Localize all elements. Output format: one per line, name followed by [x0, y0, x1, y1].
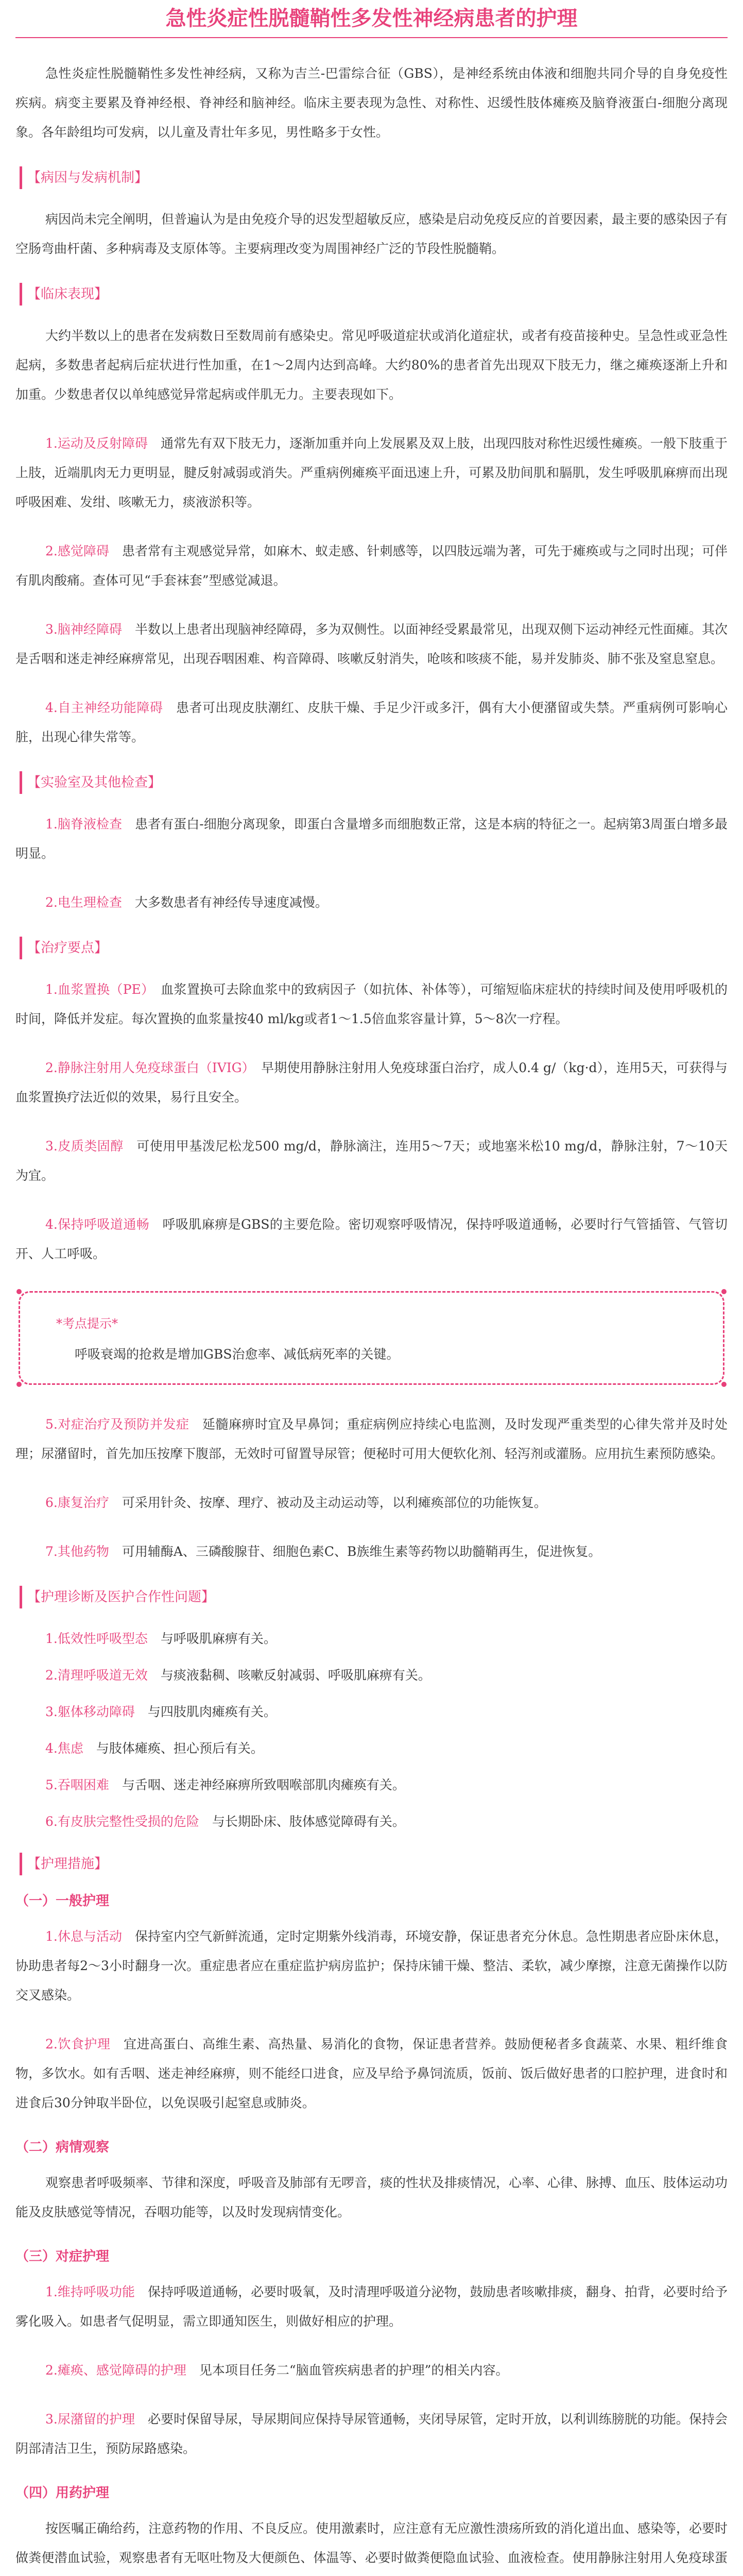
general-care-title: （一）一般护理 — [15, 1893, 110, 1909]
list-item-text: 可用辅酶A、三磷酸腺苷、细胞色素C、B族维生素等药物以助髓鞘再生，促进恢复。 — [122, 1544, 601, 1559]
observation-paragraph: 观察患者呼吸频率、节律和深度，呼吸音及肺部有无啰音，痰的性状及排痰情况，心率、心律、脉搏、血压、肢体运动功能及皮肤感觉等情况，吞咽功能等，以及时发现病情变化。 — [15, 2175, 728, 2219]
treatment-list — [15, 975, 728, 1268]
list-item-heading: 1.低效性呼吸型态 — [45, 1631, 148, 1646]
list-item-text: 见本项目任务二“脑血管疾病患者的护理”的相关内容。 — [199, 2363, 509, 2378]
diagnosis-list — [15, 1624, 728, 1836]
list-item — [15, 1660, 728, 1690]
section-lab-heading: 【实验室及其他检查】 — [20, 771, 213, 794]
list-item — [15, 1537, 728, 1566]
symptom-care-list — [15, 2277, 728, 2463]
symptom-care-title: （三）对症护理 — [15, 2249, 110, 2264]
list-item-text: 延髓麻痹时宜及早鼻饲；重症病例应持续心电监测，及时发现严重类型的心律失常并及时处理；尿潴留时，首先加压按摩下腹部，无效时可留置导尿管；便秘时可用大便软化剂、轻泻剂或灌肠。应用抗生素预防感染。 — [15, 1417, 728, 1461]
list-item — [15, 1770, 728, 1800]
list-item — [15, 429, 728, 517]
list-item-heading: 1.脑脊液检查 — [45, 817, 123, 832]
list-item — [15, 1410, 728, 1468]
list-item-text: 必要时保留导尿，导尿期间应保持导尿管通畅，夹闭导尿管，定时开放，以利训练膀胱的功能。保持会阴部清洁卫生，预防尿路感染。 — [15, 2412, 728, 2456]
list-item-text: 与长期卧床、肢体感觉障碍有关。 — [212, 1814, 405, 1829]
list-item-heading: 2.清理呼吸道无效 — [45, 1668, 148, 1683]
tip-label: *考点提示* — [56, 1316, 118, 1331]
list-item-text: 呼吸肌麻痹是GBS的主要危险。密切观察呼吸情况，保持呼吸道通畅，必要时行气管插管、气管切开、人工呼吸。 — [15, 1217, 728, 1261]
list-item-text: 早期使用静脉注射用人免疫球蛋白治疗，成人0.4 g/（kg·d），连用5天，可获得与血浆置换疗法近似的效果，易行且安全。 — [15, 1060, 728, 1105]
list-item-heading: 4.焦虑 — [45, 1741, 83, 1756]
list-item — [15, 809, 728, 868]
list-item — [15, 1697, 728, 1726]
general-care-list — [15, 1922, 728, 2117]
list-item-heading: 4.保持呼吸道通畅 — [45, 1217, 150, 1232]
tip-box-corner-dot — [16, 1382, 22, 1387]
list-item-heading: 2.饮食护理 — [45, 2037, 111, 2052]
drug-care-paragraph: 按医嘱正确给药，注意药物的作用、不良反应。使用激素时，应注意有无应激性溃疡所致的消化道出血、感染等，必要时做粪便潜血试验，观察患者有无呕吐物及大便颜色、体温等、必要时做粪便隐血试验、血液检查。使用静脉注射用人免疫球蛋 — [15, 2521, 728, 2565]
list-item — [15, 1624, 728, 1653]
list-item-heading: 4.自主神经功能障碍 — [45, 700, 163, 715]
list-item-heading: 1.休息与活动 — [45, 1929, 122, 1944]
list-item-heading: 2.静脉注射用人免疫球蛋白（IVIG） — [45, 1060, 249, 1075]
list-item-text: 与舌咽、迷走神经麻痹所致咽喉部肌肉瘫痪有关。 — [122, 1777, 405, 1792]
tip-box-corner-dot — [721, 1289, 727, 1294]
list-item-heading: 2.瘫痪、感觉障碍的护理 — [45, 2363, 186, 2378]
list-item-text: 保持呼吸道通畅，必要时吸氧，及时清理呼吸道分泌物，鼓励患者咳嗽排痰，翻身、拍背，必要时给予雾化吸入。如患者气促明显，需立即通知医生，则做好相应的护理。 — [15, 2284, 728, 2329]
list-item-text: 患者可出现皮肤潮红、皮肤干燥、手足少汗或多汗，偶有大小便潴留或失禁。严重病例可影响心脏，出现心律失常等。 — [15, 700, 728, 744]
list-item — [15, 1734, 728, 1763]
list-item — [15, 888, 728, 917]
section-treatment-heading: 【治疗要点】 — [20, 937, 213, 959]
intro-paragraph: 急性炎症性脱髓鞘性多发性神经病，又称为吉兰-巴雷综合征（GBS），是神经系统由体液和细胞共同介导的自身免疫性疾病。病变主要累及脊神经根、脊神经和脑神经。临床主要表现为急性、对称性、迟缓性肢体瘫痪及脑脊液蛋白-细胞分离现象。各年龄组均可发病，以儿童及青壮年多见，男性略多于女性。 — [15, 66, 728, 140]
section-etiology-heading: 【病因与发病机制】 — [20, 166, 213, 189]
observation-title: （二）病情观察 — [15, 2140, 110, 2155]
list-item — [15, 1210, 728, 1268]
section-diagnosis-heading: 【护理诊断及医护合作性问题】 — [20, 1586, 213, 1608]
list-item-text: 大多数患者有神经传导速度减慢。 — [134, 895, 328, 910]
list-item-text: 与四肢肌肉瘫痪有关。 — [147, 1704, 277, 1719]
list-item-text: 患者常有主观感觉异常，如麻木、蚁走感、针刺感等，以四肢远端为著，可先于瘫痪或与之同时出现；可伴有肌肉酸痛。查体可见“手套袜套”型感觉减退。 — [15, 544, 728, 588]
list-item — [15, 693, 728, 752]
list-item-heading: 7.其他药物 — [45, 1544, 109, 1559]
list-item-text: 通常先有双下肢无力，逐渐加重并向上发展累及双上肢，出现四肢对称性迟缓性瘫痪。一般下肢重于上肢，近端肌肉无力更明显，腱反射减弱或消失。严重病例瘫痪平面迅速上升，可累及肋间肌和膈肌，发生呼吸肌麻痹而出现呼吸困难、发绀、咳嗽无力，痰液淤积等。 — [15, 436, 728, 510]
etiology-paragraph: 病因尚未完全阐明，但普遍认为是由免疫介导的迟发型超敏反应，感染是启动免疫反应的首要因素，最主要的感染因子有空肠弯曲杆菌、多种病毒及支原体等。主要病理改变为周围神经广泛的节段性脱髓鞘。 — [15, 212, 728, 256]
list-item-text: 血浆置换可去除血浆中的致病因子（如抗体、补体等），可缩短临床症状的持续时间及使用呼吸机的时间，降低并发症。每次置换的血浆量按40 ml/kg或者1～1.5倍血浆容量计算，5～8次一疗程。 — [15, 982, 728, 1026]
list-item-heading: 1.血浆置换（PE） — [45, 982, 148, 997]
list-item — [15, 2355, 728, 2385]
title-divider — [15, 37, 728, 38]
page-title: 急性炎症性脱髓鞘性多发性神经病患者的护理 — [165, 6, 578, 30]
list-item-text: 患者有蛋白-细胞分离现象，即蛋白含量增多而细胞数正常，这是本病的特征之一。起病第3周蛋白增多最明显。 — [15, 817, 728, 861]
treatment-list-continued — [15, 1410, 728, 1566]
list-item — [15, 1053, 728, 1112]
list-item-text: 宜进高蛋白、高维生素、高热量、易消化的食物，保证患者营养。鼓励便秘者多食蔬菜、水果、粗纤维食物，多饮水。如有舌咽、迷走神经麻痹，则不能经口进食，应及早给予鼻饲流质，饭前、饭后做好患者的口腔护理，进食时和进食后30分钟取半卧位，以免误吸引起窒息或肺炎。 — [15, 2037, 728, 2110]
tip-box-corner-dot — [16, 1289, 22, 1294]
tip-text: 呼吸衰竭的抢救是增加GBS治愈率、减低病死率的关键。 — [75, 1347, 400, 1362]
drug-care-title: （四）用药护理 — [15, 2485, 110, 2501]
list-item-heading: 1.运动及反射障碍 — [45, 436, 148, 451]
list-item — [15, 1807, 728, 1836]
list-item-text: 半数以上患者出现脑神经障碍，多为双侧性。以面神经受累最常见，出现双侧下运动神经元性面瘫。其次是舌咽和迷走神经麻痹常见，出现吞咽困难、构音障碍、咳嗽反射消失，呛咳和咳痰不能，易并发肺炎、肺不张及窒息窒息。 — [15, 622, 728, 666]
list-item-text: 保持室内空气新鲜流通，定时定期紫外线消毒，环境安静，保证患者充分休息。急性期患者应卧床休息，协助患者每2～3小时翻身一次。重症患者应在重症监护病房监护；保持床铺干燥、整洁、柔软，减少摩擦，注意无菌操作以防交叉感染。 — [15, 1929, 728, 2003]
list-item-heading: 1.维持呼吸功能 — [45, 2284, 135, 2299]
list-item-heading: 6.有皮肤完整性受损的危险 — [45, 1814, 199, 1829]
section-measures-heading: 【护理措施】 — [20, 1853, 213, 1875]
list-item-heading: 5.对症治疗及预防并发症 — [45, 1417, 189, 1432]
list-item-text: 可采用针灸、按摩、理疗、被动及主动运动等，以利瘫痪部位的功能恢复。 — [122, 1495, 547, 1510]
list-item-text: 与肢体瘫痪、担心预后有关。 — [96, 1741, 264, 1756]
tip-box-corner-dot — [721, 1382, 727, 1387]
list-item-heading: 2.感觉障碍 — [45, 544, 109, 558]
list-item — [15, 1922, 728, 2010]
list-item — [15, 1131, 728, 1190]
list-item — [15, 1488, 728, 1517]
list-item-text: 可使用甲基泼尼松龙500 mg/d，静脉滴注，连用5～7天；或地塞米松10 mg/d，静脉注射，7～10天为宜。 — [15, 1139, 728, 1183]
list-item-heading: 3.脑神经障碍 — [45, 622, 122, 637]
clinical-intro-paragraph: 大约半数以上的患者在发病数日至数周前有感染史。常见呼吸道症状或消化道症状，或者有疫苗接种史。呈急性或亚急性起病，多数患者起病后症状进行性加重，在1～2周内达到高峰。大约80%的患者首先出现双下肢无力，继之瘫痪逐渐上升和加重。少数患者仅以单纯感觉异常起病或伴肌无力。主要表现如下。 — [15, 328, 728, 402]
lab-list — [15, 809, 728, 917]
list-item-text: 与呼吸肌麻痹有关。 — [160, 1631, 277, 1646]
list-item-text: 与痰液黏稠、咳嗽反射减弱、呼吸肌麻痹有关。 — [160, 1668, 431, 1683]
list-item-heading: 3.躯体移动障碍 — [45, 1704, 135, 1719]
section-clinical-heading: 【临床表现】 — [20, 283, 213, 306]
list-item-heading: 2.电生理检查 — [45, 895, 122, 910]
list-item-heading: 5.吞咽困难 — [45, 1777, 109, 1792]
list-item-heading: 3.皮质类固醇 — [45, 1139, 124, 1154]
list-item — [15, 975, 728, 1033]
list-item — [15, 2277, 728, 2336]
clinical-list — [15, 429, 728, 752]
list-item-heading: 3.尿潴留的护理 — [45, 2412, 135, 2427]
list-item — [15, 615, 728, 673]
list-item — [15, 536, 728, 595]
list-item — [15, 2404, 728, 2463]
list-item-heading: 6.康复治疗 — [45, 1495, 109, 1510]
list-item — [15, 2029, 728, 2117]
exam-tip-box — [19, 1291, 724, 1385]
